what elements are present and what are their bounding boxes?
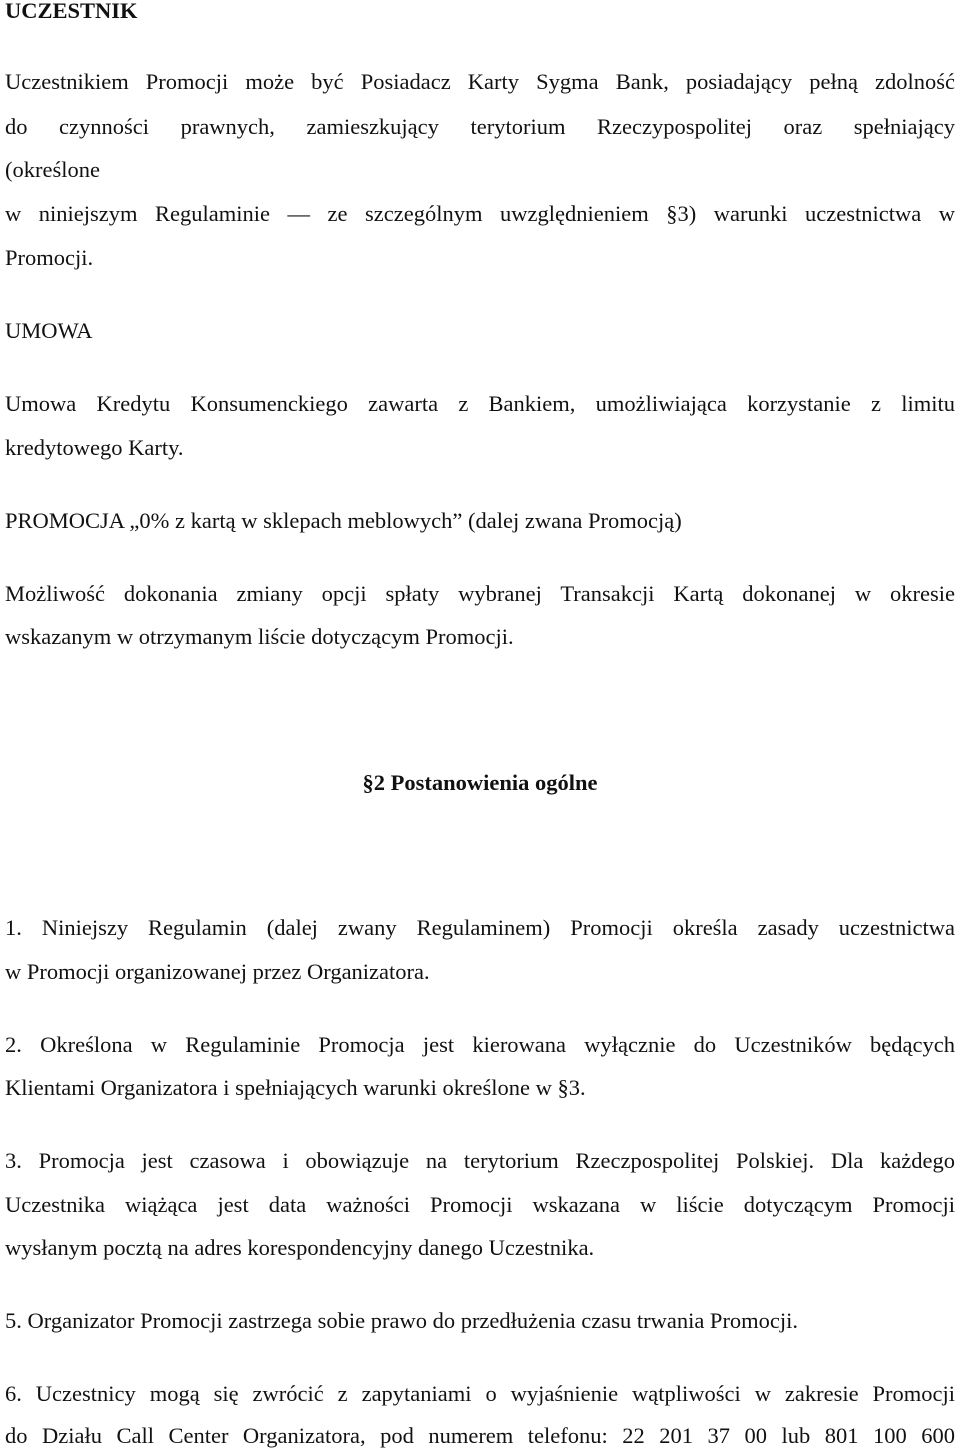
promocja-heading-line	[5, 506, 682, 536]
item-2-line-1: 2. Określona w Regulaminie Promocja jest kierowana wyłącznie do Uczestników będących	[5, 1032, 955, 1057]
umowa-line-1: Umowa Kredytu Konsumenckiego zawarta z Bankiem, umożliwiająca korzystanie z limitu	[5, 391, 955, 416]
item-6-line-1: 6. Uczestnicy mogą się zwrócić z zapytaniami o wyjaśnienie wątpliwości w zakresie Promocji	[5, 1381, 955, 1406]
item-6-line-2: do Działu Call Center Organizatora, pod numerem telefonu: 22 201 37 00 lub 801 100 600	[5, 1423, 955, 1448]
uczestnik-line-1: Uczestnikiem Promocji może być Posiadacz Karty Sygma Bank, posiadający pełną zdolność	[5, 69, 955, 94]
uczestnik-line-2: do czynności prawnych, zamieszkujący terytorium Rzeczypospolitej oraz spełniający	[5, 114, 955, 139]
umowa-line-2: kredytowego Karty.	[5, 435, 184, 460]
uczestnik-line-4: w niniejszym Regulaminie ― ze szczególnym uwzględnieniem §3) warunki uczestnictwa w	[5, 201, 955, 226]
item-2-line-2: Klientami Organizatora i spełniających warunki określone w §3.	[5, 1075, 586, 1100]
promocja-line-1: Możliwość dokonania zmiany opcji spłaty wybranej Transakcji Kartą dokonanej w okresie	[5, 581, 955, 606]
promocja-line-2: wskazanym w otrzymanym liście dotyczącym Promocji.	[5, 624, 514, 649]
promocja-heading-rest: „0% z kartą w sklepach meblowych” (dalej zwana Promocją)	[123, 508, 682, 533]
promocja-heading: PROMOCJA	[5, 508, 124, 533]
item-3-line-3: wysłanym pocztą na adres korespondencyjny danego Uczestnika.	[5, 1235, 595, 1260]
item-3-line-1: 3. Promocja jest czasowa i obowiązuje na terytorium Rzeczpospolitej Polskiej. Dla każdego	[5, 1148, 955, 1173]
uczestnik-line-5: Promocji.	[5, 245, 94, 270]
uczestnik-heading: UCZESTNIK	[5, 0, 138, 23]
uczestnik-line-3: (określone	[5, 157, 100, 182]
item-5-line-1: 5. Organizator Promocji zastrzega sobie prawo do przedłużenia czasu trwania Promocji.	[5, 1308, 799, 1333]
umowa-heading: UMOWA	[5, 318, 93, 343]
item-1-line-1: 1. Niniejszy Regulamin (dalej zwany Regulaminem) Promocji określa zasady uczestnictwa	[5, 915, 955, 940]
section-2-title: §2 Postanowienia ogólne	[362, 770, 598, 795]
item-1-line-2: w Promocji organizowanej przez Organizatora.	[5, 959, 430, 984]
item-3-line-2: Uczestnika wiążąca jest data ważności Promocji wskazana w liście dotyczącym Promocji	[5, 1192, 955, 1217]
